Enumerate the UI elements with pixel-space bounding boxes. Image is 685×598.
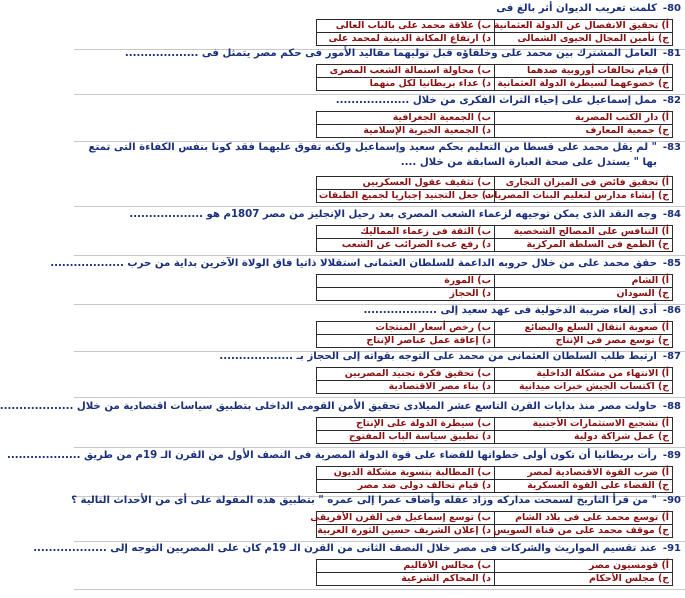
- answer-option[interactable]: أ) تحقيق الانفصال عن الدولة العثمانية: [495, 20, 673, 33]
- question-stem: [6, 447, 681, 463]
- answer-option[interactable]: د) بناء مصر الاقتصادية: [317, 381, 495, 394]
- question-text: أدى إلغاء ضريبة الدخولية فى عهد سعيد إلى ...................: [363, 304, 657, 316]
- spacer-cell: [243, 573, 317, 586]
- answer-option[interactable]: ب) مجالس الأقاليم: [317, 560, 495, 573]
- answer-option[interactable]: ج) خضوعهما لسيطرة الدولة العثمانية: [495, 78, 673, 91]
- question-stem: [0, 398, 681, 414]
- answer-option[interactable]: ج) تأمين المجال الحيوى الشمالى: [495, 33, 673, 46]
- answer-option[interactable]: ج) مجلس الأحكام: [495, 573, 673, 586]
- question-text: العامل المشترك بين محمد على وخلفاؤه قبل توليهما مقاليد الأمور فى حكم مصر يتمثل فى ...................: [124, 47, 657, 59]
- answer-option[interactable]: د) ارتفاع المكانة الدينية لمحمد على: [317, 33, 495, 46]
- answer-option[interactable]: أ) الشام: [495, 275, 673, 288]
- question-stem: [76, 348, 681, 364]
- spacer-cell: [243, 177, 317, 190]
- answer-option[interactable]: أ) قيام تحالفات أوروبية ضدهما: [495, 65, 673, 78]
- answer-option[interactable]: د) جعل التجنيد إجباريا لجميع الطبقات: [317, 190, 495, 203]
- question-text: ممل إسماعيل على إحياء التراث الفكرى من خلال ...................: [335, 94, 657, 106]
- spacer-cell: [243, 20, 317, 33]
- options-table: [242, 64, 673, 91]
- question-number: 87-: [662, 350, 681, 362]
- question-text: ارتبط طلب السلطان العثمانى من محمد على التوجه بقواته إلى الحجاز بـ ...................: [219, 350, 657, 362]
- question-text: كلمت تعريب الديوان أثر بالغ فى: [496, 2, 657, 14]
- answer-option[interactable]: د) تطبيق سياسة الباب المفتوح: [317, 431, 495, 444]
- spacer-cell: [243, 125, 317, 138]
- answer-option[interactable]: ب) توسع إسماعيل فى القرن الأفريقى: [317, 512, 495, 525]
- answer-option[interactable]: د) قيام تحالف دولى ضد مصر: [317, 480, 495, 493]
- question-number: 82-: [662, 94, 681, 106]
- answer-option[interactable]: د) إعلان الشريف حسين الثورة العربية: [317, 525, 495, 538]
- question-number: 90-: [662, 494, 681, 506]
- question-stem: [33, 540, 681, 556]
- options-table: [242, 367, 673, 394]
- answer-option[interactable]: ج) إنشاء مدارس لتعليم البنات المصريات: [495, 190, 673, 203]
- spacer-cell: [243, 480, 317, 493]
- answer-option[interactable]: أ) صعوبة انتقال السلع والبضائع: [495, 322, 673, 335]
- question-text: حاولت مصر منذ بدايات القرن التاسع عشر الميلادى تحقيق الأمن القومى الداخلى بتطبيق سياسات اقتصادية من خلال ...................: [0, 400, 657, 412]
- question-text: " لم يقل محمد على قسطا من التعليم بحكم سعيد وإسماعيل ولكنه تفوق عليهما فقد كونا بنفس الكفاءة التى تمتع بها " يستدل على صحة العبارة السابقة من خلال ....: [88, 142, 657, 168]
- options-table: [242, 511, 673, 538]
- options-table: [242, 19, 673, 46]
- spacer-cell: [243, 322, 317, 335]
- options-table: [242, 111, 673, 138]
- question-number: 83-: [662, 142, 681, 153]
- answer-option[interactable]: أ) التنافس على المصالح الشخصية: [495, 226, 673, 239]
- question-stem: [76, 45, 681, 61]
- question-number: 81-: [662, 47, 681, 59]
- answer-option[interactable]: ج) توسع مصر فى الإنتاج: [495, 335, 673, 348]
- answer-option[interactable]: ب) الثقة فى زعماء المماليك: [317, 226, 495, 239]
- options-table: [242, 466, 673, 493]
- question-text: رأت بريطانيا أن تكون أولى خطواتها للقضاء على قوة الدولة المصرية فى النصف الأول من القرن الـ 19م من طريق ...................: [6, 449, 657, 461]
- question-number: 91-: [662, 542, 681, 554]
- question-stem: [76, 206, 681, 222]
- question-text: وجه النقد الذى يمكن توجيهه لزعماء الشعب المصرى بعد رحيل الإنجليز من مصر 1807م هو ...................: [129, 208, 657, 220]
- spacer-cell: [243, 335, 317, 348]
- spacer-cell: [243, 381, 317, 394]
- spacer-cell: [243, 190, 317, 203]
- answer-option[interactable]: د) المحاكم الشرعية: [317, 573, 495, 586]
- spacer-cell: [243, 112, 317, 125]
- answer-option[interactable]: ج) جمعية المعارف: [495, 125, 673, 138]
- answer-option[interactable]: د) إعاقة عمل عناصر الإنتاج: [317, 335, 495, 348]
- question-stem: [76, 302, 681, 318]
- spacer-cell: [243, 65, 317, 78]
- answer-option[interactable]: أ) دار الكتب المصرية: [495, 112, 673, 125]
- question-number: 80-: [662, 2, 681, 14]
- spacer-cell: [243, 418, 317, 431]
- question-text: " من قرأ التاريخ لسمحت مداركه وزاد عقله وأضاف عمرا إلى عمره " بتطبيق هذه المقولة على أى من الأحداث التالية ؟: [71, 494, 657, 506]
- spacer-cell: [243, 288, 317, 301]
- answer-option[interactable]: ج) عمل شراكة دولية: [495, 431, 673, 444]
- options-table: [242, 417, 673, 444]
- answer-option[interactable]: أ) تشجيع الاستثمارات الأجنبية: [495, 418, 673, 431]
- answer-option[interactable]: أ) توسع محمد على فى بلاد الشام: [495, 512, 673, 525]
- question-number: 88-: [662, 400, 681, 412]
- answer-option[interactable]: أ) ضرب القوة الاقتصادية لمصر: [495, 467, 673, 480]
- answer-option[interactable]: د) الحجاز: [317, 288, 495, 301]
- answer-option[interactable]: ج) الطمع فى السلطة المركزية: [495, 239, 673, 252]
- answer-option[interactable]: ب) رخص أسعار المنتجات: [317, 322, 495, 335]
- answer-option[interactable]: د) رفع عبء الضرائب عن الشعب: [317, 239, 495, 252]
- answer-option[interactable]: ب) سيطرة الدولة على الإنتاج: [317, 418, 495, 431]
- answer-option[interactable]: ب) المطالبة بتسوية مشكلة الديون: [317, 467, 495, 480]
- question-text: حقق محمد على من خلال حروبه الداعمة للسلطان العثمانى استقلالا ذاتيا فاق الولاة الآخرين بداية من حرب ...................: [50, 257, 657, 269]
- options-table: [242, 321, 673, 348]
- options-table: [242, 225, 673, 252]
- answer-option[interactable]: د) عداء بريطانيا لكل منهما: [317, 78, 495, 91]
- spacer-cell: [243, 512, 317, 525]
- answer-option[interactable]: ب) محاولة استمالة الشعب المصرى: [317, 65, 495, 78]
- spacer-cell: [243, 431, 317, 444]
- question-text: عند تقسيم المواريث والشركات فى مصر خلال النصف الثانى من القرن الـ 19م كان على المصريين التوجه إلى ...................: [33, 542, 657, 554]
- question-number: 85-: [662, 257, 681, 269]
- answer-option[interactable]: أ) الانتهاء من مشكلة الداخلية: [495, 368, 673, 381]
- question-stem: [76, 0, 681, 16]
- spacer-cell: [243, 33, 317, 46]
- separator-line: [74, 589, 685, 590]
- spacer-cell: [243, 467, 317, 480]
- question-stem: [50, 255, 681, 271]
- spacer-cell: [243, 368, 317, 381]
- question-stem: [76, 140, 681, 172]
- answer-option[interactable]: أ) قومسيون مصر: [495, 560, 673, 573]
- options-table: [242, 274, 673, 301]
- answer-option[interactable]: أ) تحقيق فائض فى الميزان التجارى: [495, 177, 673, 190]
- answer-option[interactable]: ج) اكتساب الجيش خبرات ميدانية: [495, 381, 673, 394]
- question-number: 89-: [662, 449, 681, 461]
- spacer-cell: [243, 525, 317, 538]
- question-number: 86-: [662, 304, 681, 316]
- question-stem: [71, 492, 681, 508]
- answer-option[interactable]: ج) موقف محمد على من قناة السويس: [495, 525, 673, 538]
- question-number: 84-: [662, 208, 681, 220]
- answer-option[interactable]: ب) الجمعية الجغرافية: [317, 112, 495, 125]
- options-table: [242, 176, 673, 203]
- spacer-cell: [243, 275, 317, 288]
- answer-option[interactable]: ج) القضاء على القوة العسكرية: [495, 480, 673, 493]
- answer-option[interactable]: ج) السودان: [495, 288, 673, 301]
- spacer-cell: [243, 226, 317, 239]
- spacer-cell: [243, 239, 317, 252]
- options-table: [242, 559, 673, 586]
- answer-option[interactable]: ب) علاقة محمد على بالباب العالى: [317, 20, 495, 33]
- spacer-cell: [243, 560, 317, 573]
- answer-option[interactable]: ب) المورة: [317, 275, 495, 288]
- spacer-cell: [243, 78, 317, 91]
- answer-option[interactable]: د) الجمعية الخيرية الإسلامية: [317, 125, 495, 138]
- answer-option[interactable]: ب) تحقيق فكرة تجنيد المصريين: [317, 368, 495, 381]
- answer-option[interactable]: ب) تثقيف عقول العسكريين: [317, 177, 495, 190]
- question-stem: [76, 92, 681, 108]
